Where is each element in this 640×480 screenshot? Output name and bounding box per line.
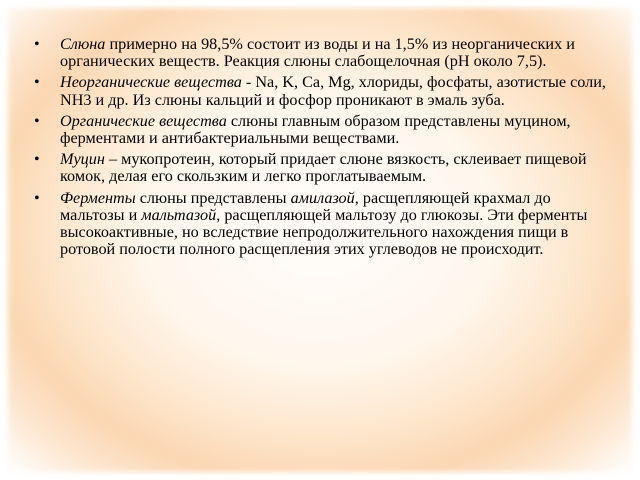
bullet-text: слюны главным образом представлены муцином, ферментами и антибактериальными веществами. [60,111,571,148]
bullet-dot: • [34,151,40,169]
bullet-item [34,36,609,70]
emphasized-term: Неорганические вещества [60,73,242,92]
bullet-text: , расщепляющей мальтозу до глюкозы. Эти ферменты высокоактивные, но вследствие непродолжительного нахождения пищи в ротовой полости полного расщепления этих углеводов не происходит. [60,205,588,259]
bullet-item [34,113,609,147]
bullet-item [34,151,609,185]
bullet-list [34,36,609,258]
emphasized-term: Слюна [60,35,106,53]
bullet-dot: • [34,189,40,207]
bullet-dot: • [34,74,40,92]
emphasized-term: амилазой [290,188,355,207]
bullet-text: , расщепляющей крахмал до мальтозы и [60,188,551,224]
bullet-text: примерно на 98,5% состоит из воды и на 1,5% из неорганических и органических веществ. Реакция слюны слабощелочная (рН около 7,5). [60,35,575,71]
bullet-item [34,190,609,259]
bullet-text: слюны представлены [135,188,291,207]
emphasized-term: Органические вещества [60,111,227,130]
emphasized-term: Муцин [60,150,105,169]
bullet-text: – мукопротеин, который придает слюне вязкость, склеивает пищевой комок, делая его скользким и легко проглатываемым. [60,150,587,186]
bullet-item [34,74,609,108]
bullet-dot: • [34,112,40,130]
slide-content [34,36,609,262]
bullet-text: - Na, K, Ca, Mg, хлориды, фосфаты, азотистые соли, NH3 и др. Из слюны кальций и фосфор проникают в эмаль зуба. [60,73,606,109]
bullet-dot: • [34,36,40,53]
emphasized-term: Ферменты [60,188,136,207]
emphasized-term: мальтазой [141,205,217,224]
